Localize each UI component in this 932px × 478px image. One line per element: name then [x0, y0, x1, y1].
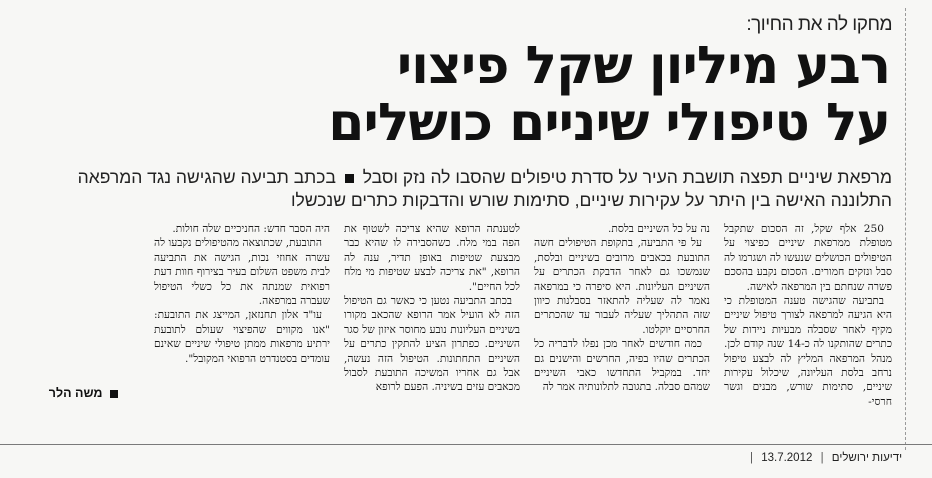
article-kicker: מחקו לה את החיוך:	[746, 14, 892, 35]
paragraph: התובעת, שכתוצאה מהטיפולים נקבעו לה עשרה אחוזי נכות, הגישה את התביעה לבית משפט השלום בעיר בצירוף חוות דעת רפואית שמנתה את כל כשלי הטיפול שעברה במרפאה.	[154, 237, 330, 308]
paragraph: נה על כל השיניים בלסת.	[608, 223, 710, 235]
paragraph: על פי התביעה, בתקופת הטיפולים חשה התובעת בכאבים מרובים בשיניים ובלסת, שנמשכו גם לאחר הדבקת הכתרים על השיניים העליונות. היא סיפרה כי במרפאה נאמר לה שעליה להתאזר בסבלנות כיוון שזה התהליך שעליה לעבור עד שהכתרים החרסיים יוקלטו.	[534, 237, 710, 336]
subhead-part-2: בכתב תביעה שהגישה נגד המרפאה התלוננה האישה בין היתר על עקירות שיניים, סתימות שורש והדבקות כתרים שנכשלו	[77, 167, 892, 210]
body-column-1	[724, 222, 892, 434]
bullet-square-icon	[110, 390, 118, 398]
article-headline	[110, 38, 890, 152]
footer-separator: |	[750, 452, 753, 464]
footer-date: 13.7.2012	[761, 452, 813, 464]
footer-divider	[0, 444, 932, 445]
page-footer	[745, 452, 902, 464]
paragraph: עו"ד אלון תחנזאן, המייצג את התובעת: "אנו מקווים שהפיצוי שעולם לתובעת ירתיע מרפאות ממתן טיפולי שיניים שאינם עומדים בסטנדרט הרפואי המקובל".	[154, 309, 330, 365]
paragraph: בתביעה שהגישה טענה המטופלת כי היא הגיעה למרפאה לצורך טיפול שיניים מקיף לאחר שסבלה מבעיות ניידות של כתרים שהותקנו לה כ-14 שנה קודם לכן. מנהל המרפאה המליץ לה לבצע טיפול נרחב בלסת העליונה, שיכלול עקירות שיניים, סתימות שורש, מבנים וגשר חרסי-	[724, 295, 892, 408]
article-subhead	[72, 166, 892, 212]
body-column-4	[154, 222, 330, 372]
subhead-part-1: מרפאת שיניים תפצה תושבת העיר על סדרת טיפולים שהסבו לה נזק וסבל	[362, 167, 892, 187]
headline-line-2: על טיפולי שיניים כושלים	[328, 93, 890, 153]
column-divider-line	[905, 8, 906, 450]
bullet-square-icon	[345, 174, 354, 183]
paragraph: בכתב התביעה נטען כי כאשר גם הטיפול הזה לא הועיל אמר הרופא שהכאב מקורו בשיניים העליונות נובע מחוסר איזון של סגר השיניים. כפתרון הציע להתקין כתרים על השיניים התחתונות. הטיפול הזה נעשה, אבל גם אחריו המשיכה התובעת לסבול מכאבים עזים בשיניה. הפעם לרופא	[344, 295, 520, 394]
body-column-2	[534, 222, 710, 434]
paragraph: כמה חודשים לאחר מכן נפלו לדבריה כל הכתרים שהיו בפיה, החרשים והישנים גם יחד. במקביל התחדשו כאבי השיניים שמהם סבלה. בתגובה לתלונותיה אמר לה	[534, 338, 710, 394]
headline-line-1: רבע מיליון שקל פיצוי	[396, 36, 890, 96]
footer-paper-name: ידיעות ירושלים	[831, 452, 903, 464]
author-name: משה הלר	[48, 386, 103, 400]
footer-separator: |	[820, 452, 824, 464]
author-byline	[49, 386, 122, 400]
paragraph: 250 אלף שקל, זה הסכום שתקבל מטופלת ממרפאת שיניים כפיצוי על הטיפולים הכושלים שנעשו לה ושגרמו לה סבל ונזקים חמורים. הסכום נקבע בהסכם פשרה שנחתם בין המרפאה לאישה.	[724, 223, 892, 293]
paragraph: היה הסבר חדש: החניכיים שלה חולות.	[172, 223, 330, 235]
paragraph: לטענתה הרופא שהיא צריכה לשטוף את הפה במי מלח. כשהסבירה לו שהיא כבר מבצעת שטיפות באופן תדיר, ענה לה הרופא, "את צריכה לבצע שטיפות מי מלח לכל החיים".	[344, 223, 520, 293]
body-column-3	[344, 222, 520, 434]
